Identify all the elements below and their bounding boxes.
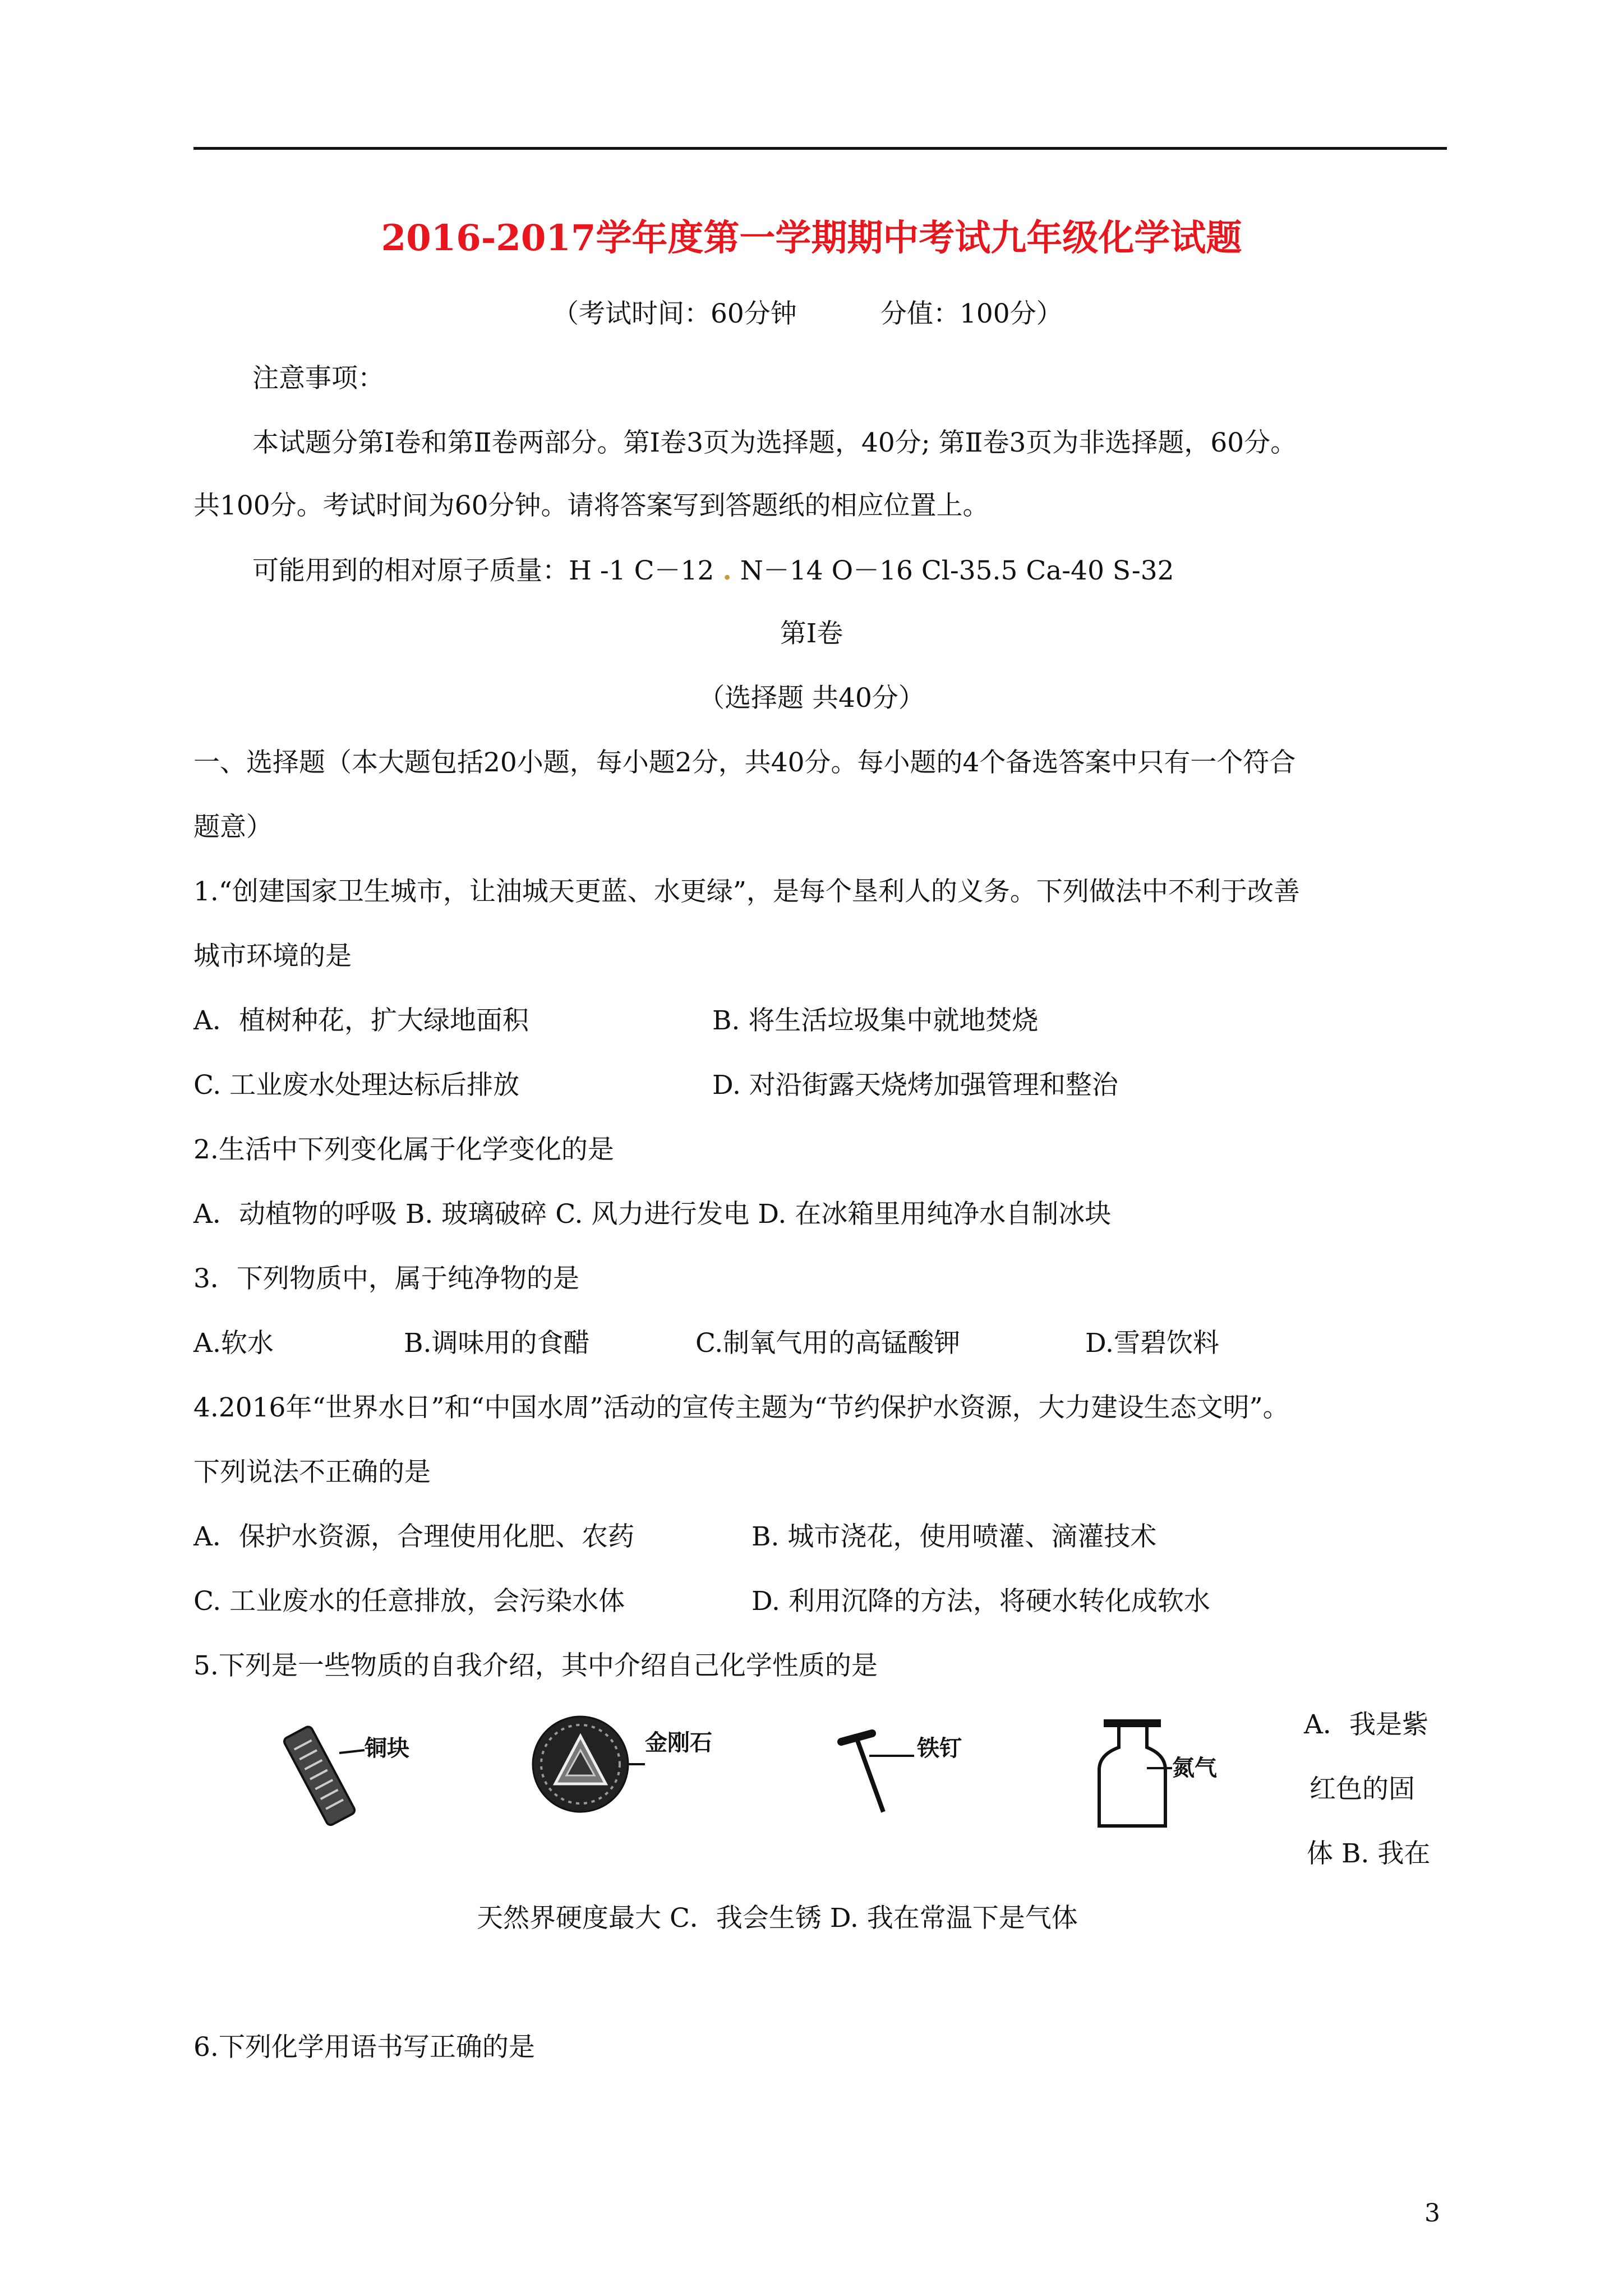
section-label: 第Ⅰ卷 (780, 618, 843, 649)
atomic-mass-suffix: N－14 O－16 Cl-35.5 Ca-40 S-32 (740, 555, 1174, 586)
q3-option-b: B.调味用的食醋 (404, 1328, 590, 1359)
q5-side-line-2: 红色的固 (1310, 1774, 1415, 1805)
q1-option-c: C. 工业废水处理达标后排放 (193, 1070, 520, 1101)
q4-option-a: A．保护水资源，合理使用化肥、农药 (193, 1521, 634, 1552)
q3-option-d: D.雪碧饮料 (1085, 1328, 1219, 1359)
exam-score: 分值：100分） (880, 298, 1063, 329)
copper-block-icon (280, 1717, 365, 1829)
q1-option-d: D. 对沿街露天烧烤加强管理和整治 (712, 1070, 1118, 1101)
exam-time: （考试时间：60分钟 (552, 298, 797, 329)
q2-options: A．动植物的呼吸 B. 玻璃破碎 C. 风力进行发电 D. 在冰箱里用纯净水自制冰块 (193, 1199, 1112, 1230)
q1-stem-1: 1.“创建国家卫生城市，让油城天更蓝、水更绿”，是每个垦利人的义务。下列做法中不利于改善 (193, 876, 1300, 907)
q3-option-a: A.软水 (193, 1328, 274, 1359)
notes-line-1: 本试题分第Ⅰ卷和第Ⅱ卷两部分。第Ⅰ卷3页为选择题，40分; 第Ⅱ卷3页为非选择题，60分。 (252, 427, 1297, 458)
page-title: 2016-2017学年度第一学期期中考试九年级化学试题 (381, 217, 1242, 259)
q5-stem: 5.下列是一些物质的自我介绍，其中介绍自己化学性质的是 (193, 1650, 878, 1681)
q2-stem: 2.生活中下列变化属于化学变化的是 (193, 1134, 614, 1165)
atomic-mass-prefix: 可能用到的相对原子质量：H -1 C－12 (252, 555, 714, 586)
section-subtitle: （选择题 共40分） (698, 683, 925, 714)
q6-stem: 6.下列化学用语书写正确的是 (193, 2032, 535, 2063)
figure-label-iron-nail: 铁钉 (917, 1736, 962, 1761)
q5-side-line-1: A．我是紫 (1304, 1709, 1428, 1740)
q3-option-c: C.制氧气用的高锰酸钾 (695, 1328, 961, 1359)
q3-stem: 3．下列物质中，属于纯净物的是 (193, 1263, 579, 1294)
notes-heading: 注意事项： (252, 363, 384, 394)
q4-option-c: C. 工业废水的任意排放，会污染水体 (193, 1586, 625, 1617)
figure-label-nitrogen: 氮气 (1172, 1755, 1217, 1781)
atomic-mass-line (252, 554, 1174, 588)
q1-option-b: B. 将生活垃圾集中就地焚烧 (712, 1005, 1039, 1036)
q4-option-d: D. 利用沉降的方法，将硬水转化成软水 (751, 1586, 1210, 1617)
notes-line-2: 共100分。考试时间为60分钟。请将答案写到答题纸的相应位置上。 (193, 490, 989, 521)
q4-option-b: B. 城市浇花，使用喷灌、滴灌技术 (751, 1521, 1157, 1552)
instructions-line-1: 一、选择题（本大题包括20小题，每小题2分，共40分。每小题的4个备选答案中只有一个符合 (193, 747, 1296, 778)
q1-option-a: A．植树种花，扩大绿地面积 (193, 1005, 529, 1036)
figure-label-copper: 铜块 (365, 1736, 409, 1761)
q5-side-line-3: 体 B. 我在 (1307, 1838, 1431, 1869)
q4-stem-1: 4.2016年“世界水日”和“中国水周”活动的宣传主题为“节约保护水资源，大力建设生态文明”。 (193, 1392, 1289, 1423)
diamond-icon (524, 1711, 645, 1818)
q5-options-tail: 天然界硬度最大 C．我会生锈 D. 我在常温下是气体 (477, 1903, 1078, 1934)
q1-stem-2: 城市环境的是 (193, 941, 352, 972)
iron-nail-icon (830, 1717, 914, 1818)
figure-label-diamond: 金刚石 (645, 1730, 712, 1756)
gas-bottle-icon (1094, 1717, 1172, 1834)
page-number: 3 (1424, 2199, 1440, 2228)
header-rule (193, 147, 1447, 150)
atomic-mass-separator: . (722, 555, 732, 586)
instructions-line-2: 题意） (193, 812, 273, 843)
q4-stem-2: 下列说法不正确的是 (193, 1457, 431, 1488)
